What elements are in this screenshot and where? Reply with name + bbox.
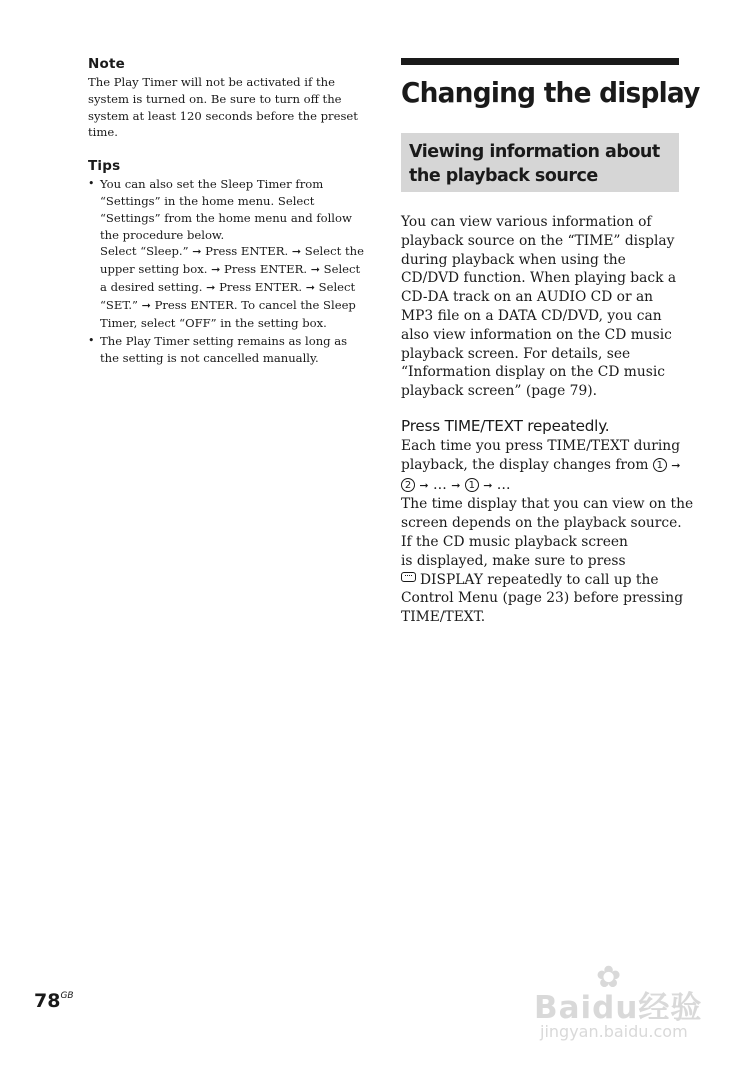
tip2-text: The Play Timer setting remains as long as the setting is not cancelled manually. bbox=[100, 334, 348, 366]
page-title: Changing the display bbox=[401, 77, 700, 109]
circled-1-icon: 1 bbox=[653, 458, 667, 472]
arrow-icon: ➞ bbox=[310, 263, 320, 277]
watermark-main: Baidu经验 bbox=[534, 990, 703, 1026]
subheading: Viewing information about the playback source bbox=[409, 142, 660, 186]
step-body: Each time you press TIME/TEXT during playback, the display changes from 1 ➞ 2 ➞ … ➞ 1 ➞ … The time display that you can view on the screen depends on the playback source. If the CD music playback screen is displayed, make sure to press DISPLAY repeatedly to call up the Control Menu (page 23) before pressing TIME/TEXT. bbox=[401, 437, 694, 626]
circled-2-icon: 2 bbox=[401, 478, 415, 492]
note-body: The Play Timer will not be activated if the system is turned on. Be sure to turn off the system at least 120 seconds before the preset time. bbox=[88, 75, 358, 140]
page-number: $78^{GB}$ bbox=[34, 990, 74, 1012]
arrow-icon: ➞ bbox=[305, 280, 315, 294]
bullet-icon: • bbox=[88, 177, 95, 191]
arrow-icon: ➞ bbox=[671, 458, 681, 472]
arrow-icon: ➞ bbox=[206, 280, 216, 294]
tips-heading: Tips bbox=[88, 158, 121, 175]
baidu-watermark bbox=[534, 960, 714, 1050]
circled-1-icon: 1 bbox=[465, 478, 479, 492]
tip1-text: You can also set the Sleep Timer from “Settings” in the home menu. Select “Settings” from the home menu and follow the procedure below. bbox=[100, 177, 352, 242]
step-heading: Press TIME/TEXT repeatedly. bbox=[401, 416, 610, 435]
paw-icon: ✿ bbox=[596, 960, 622, 995]
arrow-icon: ➞ bbox=[291, 245, 302, 259]
left-column bbox=[88, 56, 368, 369]
right-column bbox=[401, 58, 700, 627]
display-button-icon bbox=[401, 572, 416, 582]
arrow-icon: ➞ bbox=[451, 478, 461, 492]
arrow-icon: ➞ bbox=[141, 298, 151, 312]
section-rule bbox=[401, 58, 679, 65]
arrow-icon: ➞ bbox=[192, 245, 202, 259]
arrow-icon: ➞ bbox=[419, 478, 429, 492]
watermark-url: jingyan.baidu.com bbox=[540, 1022, 688, 1041]
tip1-procedure: Select “Sleep.” ➞ Press ENTER. ➞ Select the upper setting box. ➞ Press ENTER. ➞ Select a desired setting. ➞ Press ENTER. ➞ Select “SET.” ➞ Press ENTER. To cancel the Sleep Timer, select “OFF” in the setting box. bbox=[100, 244, 364, 330]
tips-list bbox=[88, 176, 368, 367]
tip-item bbox=[88, 176, 368, 331]
tip-item bbox=[88, 333, 368, 367]
bullet-icon: • bbox=[88, 334, 95, 348]
arrow-icon: ➞ bbox=[211, 263, 221, 277]
intro-paragraph: You can view various information of playback source on the “TIME” display during playback when using the CD/DVD function. When playing back a CD-DA track on an AUDIO CD or an MP3 file on a DATA CD/DVD, you can also view information on the CD music playback screen. For details, see “Information display on the CD music playback screen” (page 79). bbox=[401, 214, 677, 400]
subheading-box bbox=[401, 133, 679, 192]
note-heading: Note bbox=[88, 56, 125, 72]
page-suffix: GB bbox=[60, 991, 74, 1001]
arrow-icon: ➞ bbox=[483, 478, 493, 492]
